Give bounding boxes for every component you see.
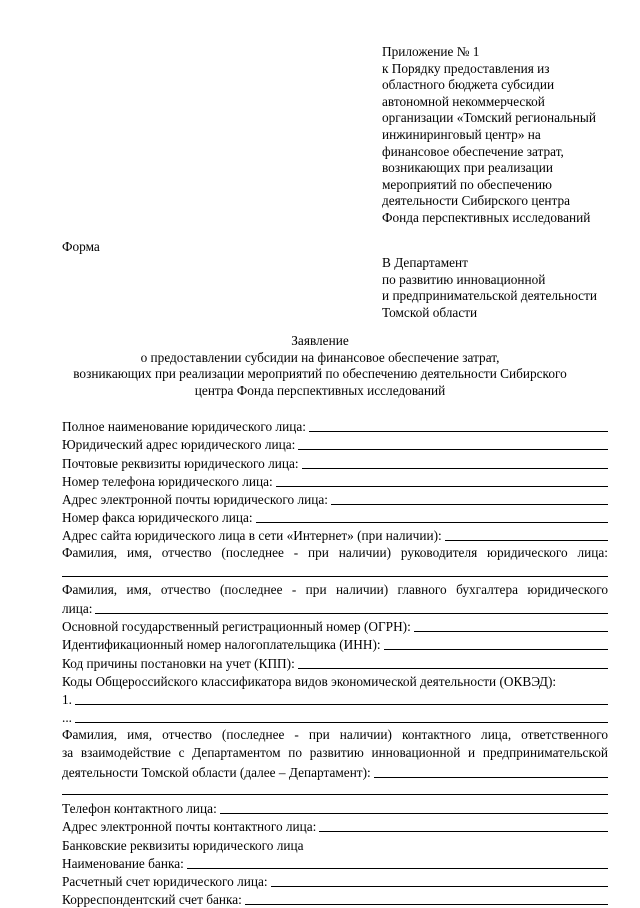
field-label: Адрес сайта юридического лица в сети «Интернет» (при наличии): [62,528,442,544]
field-website [62,526,608,544]
list-number: 1. [62,692,72,708]
addressee-line: Томской области [382,304,478,320]
field-okved-more [62,708,608,726]
field-label: Адрес электронной почты юридического лица: [62,491,328,507]
annex-line: инжиниринговый центр» на [382,126,541,142]
field-contact-phone [62,799,608,817]
field-phone [62,472,608,490]
field-label: Юридический адрес юридического лица: [62,437,296,453]
field-label: Полное наименование юридического лица: [62,419,306,435]
title-line: возникающих при реализации мероприятий по обеспечению деятельности Сибирского [73,366,567,382]
fill-line[interactable] [220,801,608,814]
form-fields [62,417,608,908]
field-label: Телефон контактного лица: [62,801,217,817]
fill-line[interactable] [374,765,608,778]
field-contact [62,763,608,781]
title-line: центра Фонда перспективных исследований [194,382,446,398]
fill-line[interactable] [271,874,608,887]
field-fax [62,508,608,526]
field-label: Банковские реквизиты юридического лица [62,837,304,853]
field-label: Код причины постановки на учет (КПП): [62,655,295,671]
fill-line[interactable] [187,856,608,869]
annex-line: автономной некоммерческой [382,93,545,109]
form-label: Форма [62,239,100,254]
field-contact-email [62,817,608,835]
field-label: Номер телефона юридического лица: [62,473,273,489]
field-label: Наименование банка: [62,855,184,871]
fill-line[interactable] [256,510,608,523]
fill-line[interactable] [245,892,608,905]
field-legal-address [62,435,608,453]
field-contact-label-1: Фамилия, имя, отчество (последнее - при наличии) контактного лица, ответственного [62,727,608,743]
annex-line: организации «Томский региональный [382,110,596,126]
field-okved-label [62,672,608,690]
field-postal [62,453,608,471]
annex-line: возникающих при реализации [382,160,553,176]
title-line: Заявление [291,333,349,348]
field-ogrn [62,617,608,635]
field-contact-extra[interactable] [62,781,608,799]
field-label: Номер факса юридического лица: [62,510,253,526]
field-label: Адрес электронной почты контактного лица: [62,819,317,835]
addressee-line: по развитию инновационной [382,271,546,287]
fill-line[interactable] [62,794,608,795]
field-label: лица: [62,601,93,617]
addressee-line: и предпринимательской деятельности [382,288,597,304]
list-ellipsis: ... [62,710,72,726]
field-label: Расчетный счет юридического лица: [62,873,268,889]
annex-line: Приложение № 1 [382,44,480,59]
fill-line[interactable] [75,692,608,705]
fill-line[interactable] [298,656,608,669]
annex-line: Фонда перспективных исследований [382,209,591,225]
fill-line[interactable] [298,437,608,450]
fill-line[interactable] [75,710,608,723]
fill-line[interactable] [445,528,608,541]
field-corr-account [62,890,608,908]
title-line: о предоставлении субсидии на финансовое обеспечение затрат, [140,349,500,365]
fill-line[interactable] [384,637,608,650]
fill-line[interactable] [95,601,608,614]
field-label: деятельности Томской области (далее – Департамент): [62,764,371,780]
fill-line[interactable] [331,492,608,505]
field-accountant-label: Фамилия, имя, отчество (последнее - при наличии) главного бухгалтера юридического [62,581,608,597]
field-email [62,490,608,508]
document-title [50,333,590,399]
annex-line: мероприятий по обеспечению [382,176,552,192]
field-full-name [62,417,608,435]
field-kpp [62,653,608,671]
fill-line[interactable] [276,474,608,487]
field-label: Корреспондентский счет банка: [62,892,242,908]
addressee-block [382,255,632,321]
field-head-name[interactable] [62,563,608,581]
fill-line[interactable] [309,419,608,432]
field-label: Основной государственный регистрационный номер (ОГРН): [62,619,411,635]
field-label: Почтовые реквизиты юридического лица: [62,455,299,471]
annex-header [382,44,622,227]
field-accountant [62,599,608,617]
fill-line[interactable] [62,576,608,577]
field-account [62,872,608,890]
fill-line[interactable] [302,456,608,469]
fill-line[interactable] [319,819,608,832]
fill-line[interactable] [414,619,608,632]
field-okved-1 [62,690,608,708]
bank-details-heading [62,835,608,853]
field-bank-name [62,854,608,872]
field-inn [62,635,608,653]
field-head-name-label: Фамилия, имя, отчество (последнее - при наличии) руководителя юридического лица: [62,545,608,561]
field-label: Идентификационный номер налогоплательщика (ИНН): [62,637,381,653]
annex-line: областного бюджета субсидии [382,77,555,93]
addressee-line: В Департамент [382,255,468,270]
annex-line: к Порядку предоставления из [382,60,550,76]
field-contact-label-2: за взаимодействие с Департаментом по развитию инновационной и предпринимательской [62,745,608,761]
field-label: Коды Общероссийского классификатора видов экономической деятельности (ОКВЭД): [62,673,557,689]
annex-line: финансовое обеспечение затрат, [382,143,564,159]
annex-line: деятельности Сибирского центра [382,193,571,209]
